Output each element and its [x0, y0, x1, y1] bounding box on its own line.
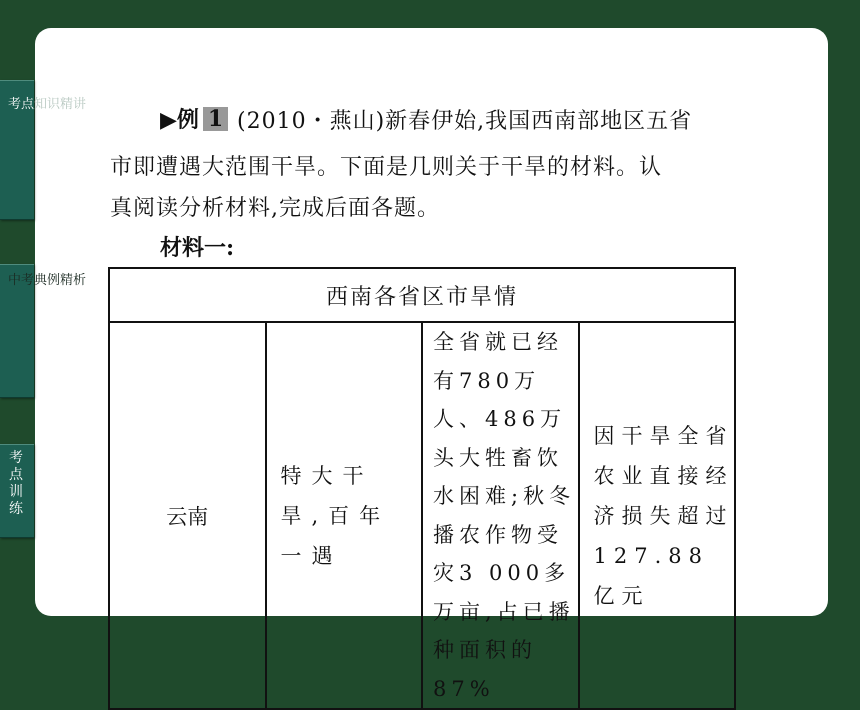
sidebar-tab-practice-label[interactable]: 考点训练 [9, 450, 23, 517]
question-line-1: (2010・燕山)新春伊始,我国西南部地区五省 [237, 109, 693, 134]
question-line-2: 市即遭遇大范围干旱。下面是几则关于干旱的材料。认 [110, 155, 663, 180]
cell-impact: 全省就已经有780万人、486万头大牲畜饮水困难;秋冬播农作物受灾3 000多万亩,占已播种面积的87% [422, 322, 579, 709]
cell-province: 云南 [109, 322, 266, 709]
table-title-row [109, 268, 735, 322]
cell-loss: 因干旱全省农业直接经济损失超过127.88亿元 [579, 322, 736, 709]
sidebar-tab-knowledge-label[interactable] [8, 93, 86, 112]
table-title: 西南各省区市旱情 [109, 268, 735, 322]
example-prefix: ▶例 [160, 107, 199, 133]
question-line-3: 真阅读分析材料,完成后面各题。 [110, 196, 440, 221]
example-label [160, 103, 228, 134]
sidebar-tab-knowledge-label-dim: 知识精讲 [34, 97, 87, 112]
drought-table [108, 267, 736, 710]
cell-severity: 特大干旱,百年一遇 [266, 322, 423, 709]
table-row [109, 322, 735, 709]
example-number: 1 [203, 107, 228, 131]
sidebar-tab-knowledge-label-main: 考点 [8, 97, 35, 112]
material-label: 材料一: [160, 235, 235, 261]
sidebar-tab-examples-label[interactable]: 中考典例精析 [8, 273, 87, 288]
